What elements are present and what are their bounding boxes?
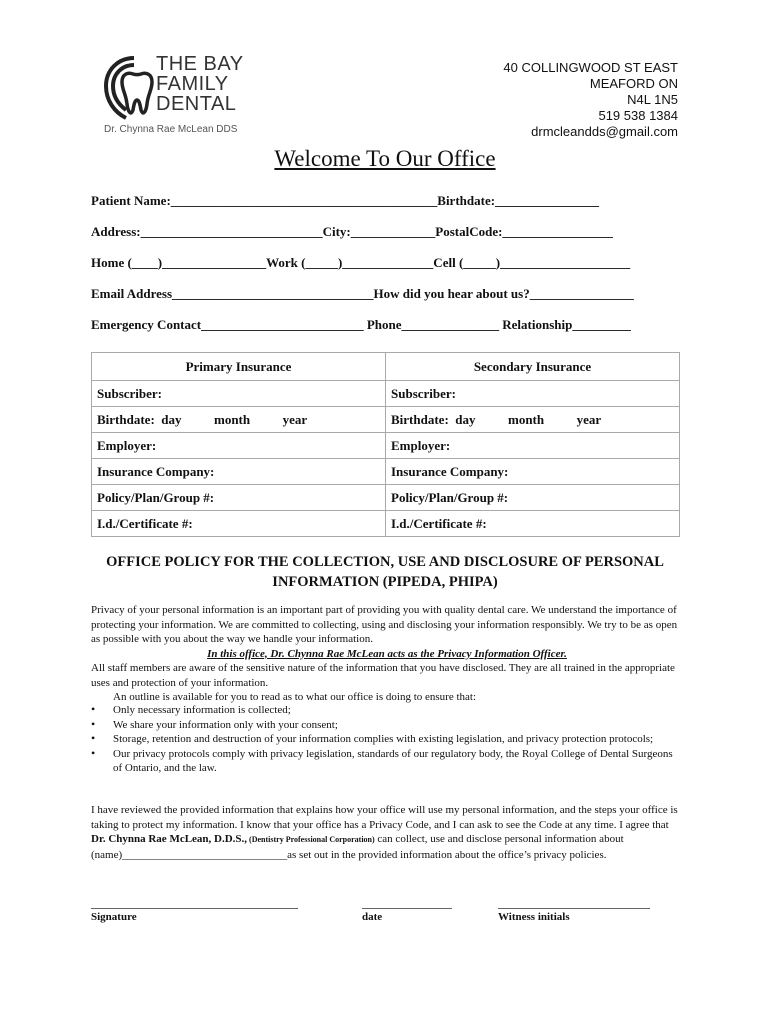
signature-label: Signature bbox=[91, 911, 137, 923]
primary-employer-cell[interactable]: Employer: bbox=[92, 433, 386, 459]
policy-heading: OFFICE POLICY FOR THE COLLECTION, USE AND DISCLOSURE OF PERSONAL INFORMATION (PIPEDA, PHIPA) bbox=[106, 554, 664, 590]
privacy-bullet-list bbox=[91, 703, 683, 776]
address-city: MEAFORD ON bbox=[589, 76, 678, 91]
address-phone: 519 538 1384 bbox=[598, 108, 678, 123]
primary-policy-cell[interactable]: Policy/Plan/Group #: bbox=[92, 485, 386, 511]
bullet-text: Storage, retention and destruction of your information complies with existing legislation, and privacy protection protocols; bbox=[113, 733, 654, 745]
patient-name-birthdate-field[interactable]: Patient Name:_________________________________________Birthdate:________________ bbox=[91, 193, 600, 208]
bullet-icon: • bbox=[91, 702, 96, 716]
primary-certificate-cell[interactable]: I.d./Certificate #: bbox=[92, 511, 386, 537]
privacy-intro-text: Privacy of your personal information is an important part of providing you with quality dental care. We understand the importance of protecting your information. We are committed to collecting, using and disclosing your information responsibly. We try to be as open as possible with you about the way we handle your information. bbox=[91, 604, 678, 645]
date-line[interactable] bbox=[362, 896, 452, 909]
logo-line-2: FAMILY bbox=[156, 73, 229, 95]
bullet-text: Our privacy protocols comply with privacy legislation, standards of our regulatory body, the Royal College of Dental Surgeons of Ontario, and the law. bbox=[113, 747, 673, 774]
primary-subscriber-cell[interactable]: Subscriber: bbox=[92, 381, 386, 407]
secondary-birthdate-cell[interactable]: Birthdate: day month year bbox=[386, 407, 680, 433]
bullet-icon: • bbox=[91, 745, 96, 760]
insurance-table bbox=[91, 352, 680, 537]
primary-insurance-header: Primary Insurance bbox=[92, 353, 386, 381]
outline-text: An outline is available for you to read as to what our office is doing to ensure that: bbox=[113, 691, 477, 703]
consent-corporation: (Dentistry Professional Corporation) bbox=[247, 835, 375, 844]
address-city-postal-field[interactable]: Address:____________________________City:_____________PostalCode:_________________ bbox=[91, 224, 613, 239]
secondary-employer-cell[interactable]: Employer: bbox=[386, 433, 680, 459]
primary-birthdate-cell[interactable]: Birthdate: day month year bbox=[92, 407, 386, 433]
tooth-logo-icon bbox=[96, 52, 158, 124]
practice-logo bbox=[96, 52, 276, 142]
witness-block[interactable] bbox=[498, 896, 650, 923]
consent-text-b: can collect, use and disclose personal information about (name)______________________________as set out in the provided information about the office’s privacy policies. bbox=[91, 833, 624, 861]
staff-awareness-text: All staff members are aware of the sensitive nature of the information that you have disclosed. They are all trained in the appropriate uses and protection of your information. bbox=[91, 662, 675, 689]
bullet-icon: • bbox=[91, 731, 96, 745]
consent-doctor-name: Dr. Chynna Rae McLean, D.D.S., bbox=[91, 833, 248, 845]
date-label: date bbox=[362, 911, 383, 923]
bullet-text: Only necessary information is collected; bbox=[113, 704, 291, 716]
privacy-officer-text: In this office, Dr. Chynna Rae McLean acts as the Privacy Information Officer. bbox=[207, 647, 567, 660]
signature-line[interactable] bbox=[91, 896, 298, 909]
signature-block[interactable] bbox=[91, 896, 298, 923]
privacy-paragraph bbox=[91, 603, 683, 705]
secondary-certificate-cell[interactable]: I.d./Certificate #: bbox=[386, 511, 680, 537]
logo-line-1: THE BAY bbox=[156, 53, 244, 75]
secondary-policy-cell[interactable]: Policy/Plan/Group #: bbox=[386, 485, 680, 511]
page-title: Welcome To Our Office bbox=[274, 146, 496, 171]
primary-company-cell[interactable]: Insurance Company: bbox=[92, 459, 386, 485]
list-item bbox=[91, 732, 683, 747]
address-street: 40 COLLINGWOOD ST EAST bbox=[503, 60, 678, 75]
secondary-insurance-header: Secondary Insurance bbox=[386, 353, 680, 381]
address-email: drmcleandds@gmail.com bbox=[531, 124, 678, 139]
logo-doctor-name: Dr. Chynna Rae McLean DDS bbox=[104, 124, 238, 135]
list-item bbox=[91, 718, 683, 733]
bullet-text: We share your information only with your consent; bbox=[113, 718, 338, 731]
office-address bbox=[503, 60, 678, 140]
secondary-subscriber-cell[interactable]: Subscriber: bbox=[386, 381, 680, 407]
consent-text-a: I have reviewed the provided information that explains how your office will use my personal information, and the steps your office is taking to protect my information. I know that your office has a Privacy Code, and I can ask to see the Code at any time. I agree that bbox=[91, 804, 678, 831]
emergency-contact-field[interactable]: Emergency Contact_________________________ Phone_______________ Relationship_________ bbox=[91, 317, 631, 332]
logo-line-3: DENTAL bbox=[156, 93, 237, 115]
phone-numbers-field[interactable]: Home (____)________________Work (_____)______________Cell (_____)____________________ bbox=[91, 255, 631, 270]
email-referral-field[interactable]: Email Address_______________________________How did you hear about us?________________ bbox=[91, 286, 634, 301]
date-block[interactable] bbox=[362, 896, 452, 923]
witness-line[interactable] bbox=[498, 896, 650, 909]
list-item bbox=[91, 747, 683, 776]
witness-label: Witness initials bbox=[498, 911, 570, 923]
secondary-company-cell[interactable]: Insurance Company: bbox=[386, 459, 680, 485]
list-item bbox=[91, 703, 683, 718]
address-postal: N4L 1N5 bbox=[627, 92, 678, 107]
consent-paragraph bbox=[91, 803, 683, 862]
bullet-icon: • bbox=[91, 716, 96, 731]
